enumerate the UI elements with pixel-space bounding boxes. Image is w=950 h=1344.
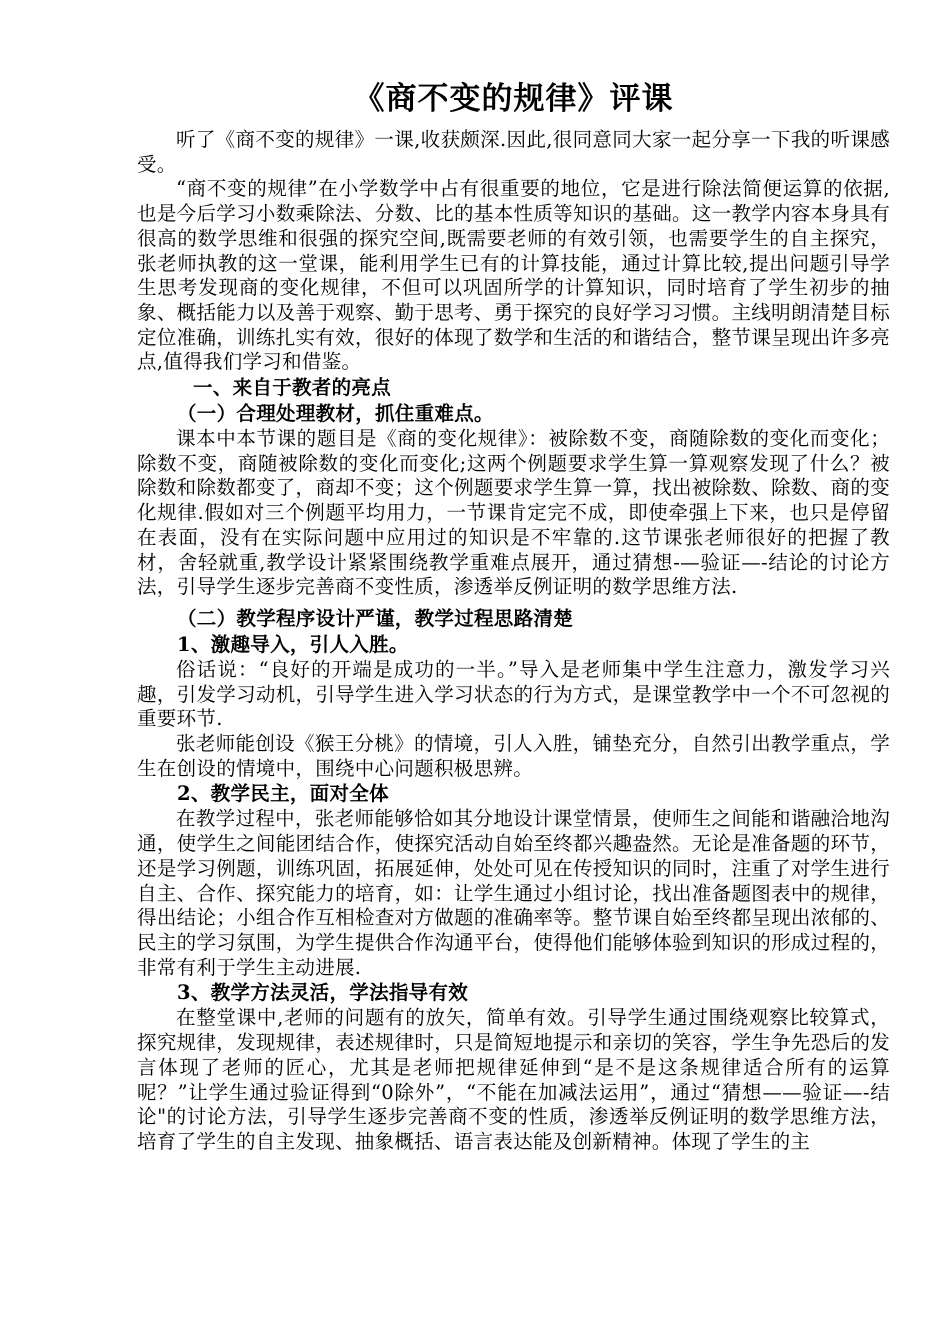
point-heading: 3、教学方法灵活，学法指导有效 <box>177 981 469 1005</box>
paragraph: 听了《商不变的规律》一课,收获颇深.因此,很同意同大家一起分享一下我的听课感受。 <box>137 128 890 176</box>
point-heading: 2、教学民主，面对全体 <box>177 782 389 806</box>
point-heading: 1、激趣导入，引人入胜。 <box>177 632 409 656</box>
paragraph: “商不变的规律”在小学数学中占有很重要的地位，它是进行除法简便运算的依据,也是今后学习小数乘除法、分数、比的基本性质等知识的基础。这一教学内容本身具有很高的数学思维和很强的探究空间,既需要老师的有效引领，也需要学生的自主探究，张老师执教的这一堂课，能利用学生已有的计算技能，通过计算比较,提出问题引导学生思考发现商的变化规律，不但可以巩固所学的计算知识，同时培育了学生初步的抽象、概括能力以及善于观察、勤于思考、勇于探究的良好学习习惯。主线明朗清楚目标定位准确，训练扎实有效，很好的体现了数学和生活的和谐结合，整节课呈现出许多亮点,值得我们学习和借鉴。 <box>137 177 890 374</box>
paragraph: 在教学过程中，张老师能够恰如其分地设计课堂情景，使师生之间能和谐融洽地沟通，使学生之间能团结合作，使探究活动自始至终都兴趣盎然。无论是准备题的环节，还是学习例题，训练巩固，拓展延伸，处处可见在传授知识的同时，注重了对学生进行自主、合作、探究能力的培育，如：让学生通过小组讨论，找出准备题图表中的规律，得出结论；小组合作互相检查对方做题的准确率等。整节课自始至终都呈现出浓郁的、民主的学习氛围，为学生提供合作沟通平台，使得他们能够体验到知识的形成过程的，非常有利于学生主动进展. <box>137 807 890 979</box>
paragraph: 张老师能创设《猴王分桃》的情境，引人入胜，铺垫充分，自然引出教学重点，学生在创设的情境中，围绕中心问题积极思辨。 <box>137 732 890 780</box>
paragraph: 在整堂课中,老师的问题有的放矢，简单有效。引导学生通过围绕观察比较算式，探究规律，发现规律，表述规律时，只是简短地提示和亲切的笑容，学生争先恐后的发言体现了老师的匠心，尤其是老师把规律延伸到“是不是这条规律适合所有的运算呢？”让学生通过验证得到“0除外”，“不能在加减法运用”，通过“猜想——验证—-结论"的讨论方法，引导学生逐步完善商不变的性质，渗透举反例证明的数学思维方法，培育了学生的自主发现、抽象概括、语言表达能及创新精神。体现了学生的主 <box>137 1006 890 1153</box>
document-title: 《商不变的规律》评课 <box>353 81 674 117</box>
paragraph: 俗话说：“良好的开端是成功的一半。”导入是老师集中学生注意力，激发学习兴趣，引发学习动机，引导学生进入学习状态的行为方式，是课堂教学中一个不可忽视的重要环节. <box>137 657 890 731</box>
section-heading: 一、来自于教者的亮点 <box>193 376 392 400</box>
subsection-heading: （一）合理处理教材，抓住重难点。 <box>177 402 494 426</box>
paragraph: 课本中本节课的题目是《商的变化规律》：被除数不变，商随除数的变化而变化；除数不变，商随被除数的变化而变化;这两个例题要求学生算一算观察发现了什么？被除数和除数都变了，商却不变；这个例题要求学生算一算，找出被除数、除数、商的变化规律.假如对三个例题平均用力，一节课肯定完不成，即使牵强上下来，也只是停留在表面，没有在实际问题中应用过的知识是不牢靠的.这节课张老师很好的把握了教材，舍轻就重,教学设计紧紧围绕教学重难点展开，通过猜想-—验证—-结论的讨论方法，引导学生逐步完善商不变性质，渗透举反例证明的数学思维方法. <box>137 427 890 599</box>
subsection-heading: （二）教学程序设计严谨，教学过程思路清楚 <box>177 606 574 630</box>
